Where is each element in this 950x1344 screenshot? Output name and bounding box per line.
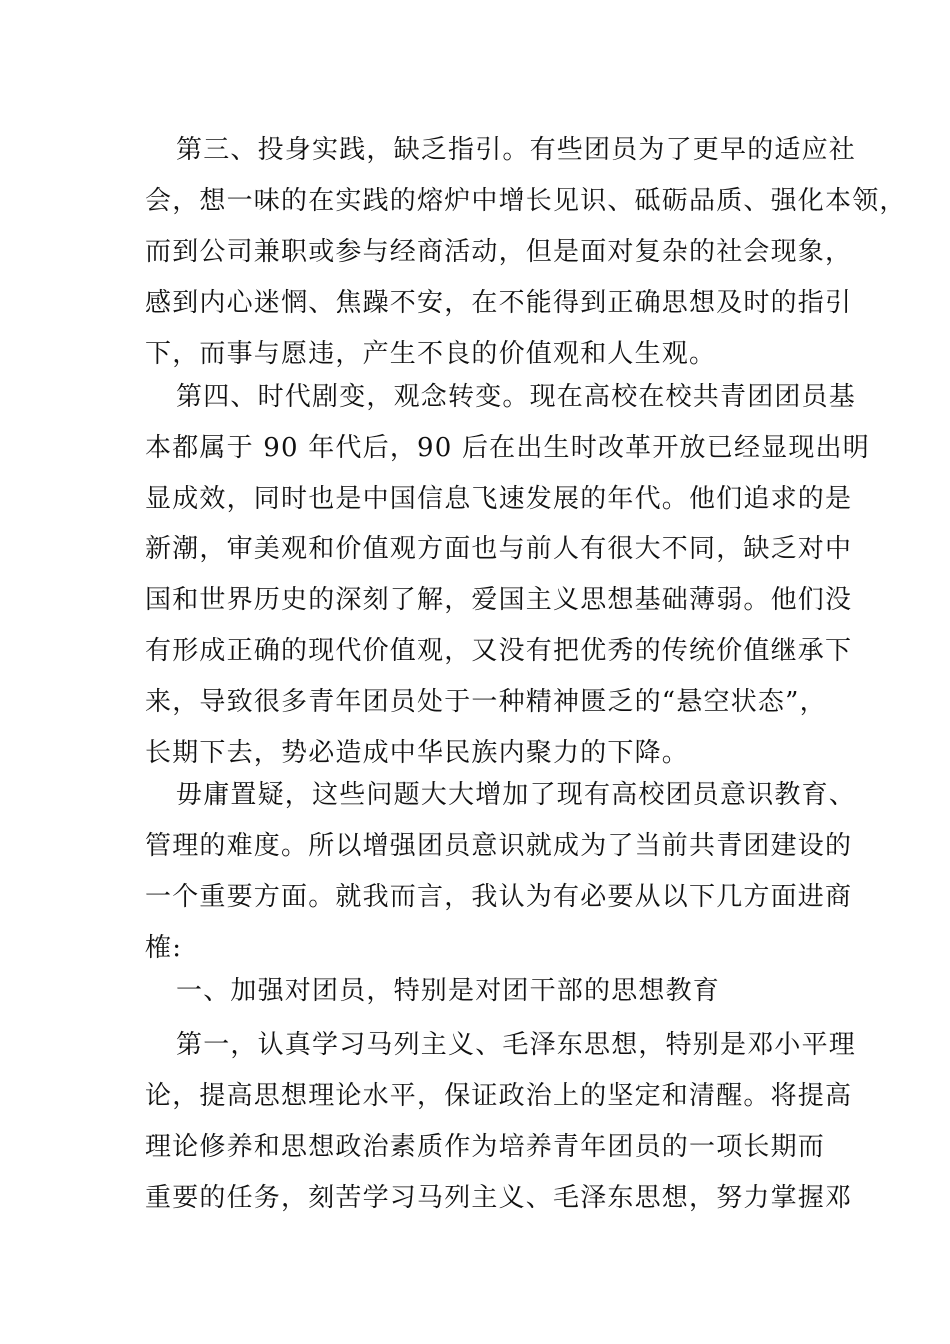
text-line: 感到内心迷惘、焦躁不安，在不能得到正确思想及时的指引 bbox=[145, 288, 853, 318]
text-line: 重要的任务，刻苦学习马列主义、毛泽东思想，努力掌握邓 bbox=[145, 1183, 853, 1213]
text-line: 国和世界历史的深刻了解，爱国主义思想基础薄弱。他们没 bbox=[145, 585, 853, 615]
text-line: 来，导致很多青年团员处于一种精神匮乏的“悬空状态”， bbox=[145, 687, 827, 717]
section-heading: 一、加强对团员，特别是对团干部的思想教育 bbox=[176, 976, 721, 1006]
text-line: 第一，认真学习马列主义、毛泽东思想，特别是邓小平理 bbox=[176, 1030, 857, 1060]
text-line: 毋庸置疑，这些问题大大增加了现有高校团员意识教育、 bbox=[176, 780, 857, 810]
text-line: 第四、时代剧变，观念转变。现在高校在校共青团团员基 bbox=[176, 382, 857, 412]
text-line: 本都属于 90 年代后，90 后在出生时改革开放已经显现出明 bbox=[145, 433, 870, 463]
text-line: 下，而事与愿违，产生不良的价值观和人生观。 bbox=[145, 339, 717, 369]
text-line: 长期下去，势必造成中华民族内聚力的下降。 bbox=[145, 738, 690, 768]
text-line: 而到公司兼职或参与经商活动，但是面对复杂的社会现象， bbox=[145, 237, 853, 267]
text-line: 有形成正确的现代价值观，又没有把优秀的传统价值继承下 bbox=[145, 636, 853, 666]
text-line: 第三、投身实践，缺乏指引。有些团员为了更早的适应社 bbox=[176, 135, 857, 165]
text-line: 榷: bbox=[145, 933, 183, 963]
text-line: 管理的难度。所以增强团员意识就成为了当前共青团建设的 bbox=[145, 831, 853, 861]
text-line: 会，想一味的在实践的熔炉中增长见识、砥砺品质、强化本领， bbox=[145, 186, 907, 216]
text-line: 一个重要方面。就我而言，我认为有必要从以下几方面进商 bbox=[145, 882, 853, 912]
text-line: 理论修养和思想政治素质作为培养青年团员的一项长期而 bbox=[145, 1132, 826, 1162]
text-line: 新潮，审美观和价值观方面也与前人有很大不同，缺乏对中 bbox=[145, 534, 853, 564]
text-line: 论，提高思想理论水平，保证政治上的坚定和清醒。将提高 bbox=[145, 1081, 853, 1111]
text-line: 显成效，同时也是中国信息飞速发展的年代。他们追求的是 bbox=[145, 484, 853, 514]
